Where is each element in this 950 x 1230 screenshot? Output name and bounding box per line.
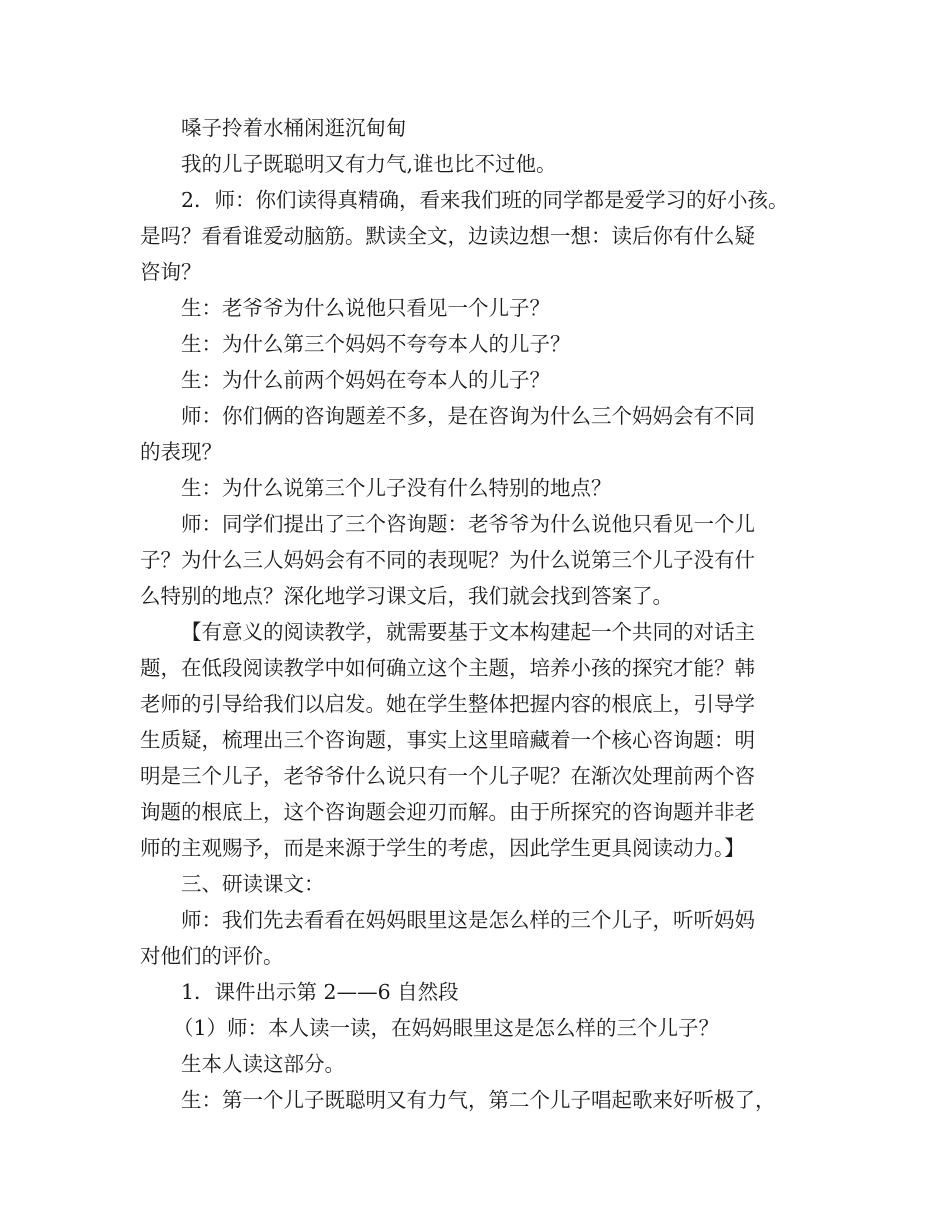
- text-line: 的表现？: [140, 440, 222, 464]
- paragraph-p10: [140, 614, 820, 866]
- paragraph-p12: [140, 902, 820, 974]
- text-line: 生：为什么前两个妈妈在夸本人的儿子？: [181, 368, 550, 392]
- text-line: 生本人读这部分。: [181, 1052, 345, 1076]
- paragraph-p06: [140, 362, 820, 398]
- text-line: 老师的引导给我们以启发。她在学生整体把握内容的根底上，引导学: [140, 692, 755, 716]
- text-line: 生：老爷爷为什么说他只看见一个儿子？: [181, 296, 550, 320]
- text-line: 题，在低段阅读教学中如何确立这个主题，培养小孩的探究才能？韩: [140, 656, 755, 680]
- text-line: （1）师：本人读一读，在妈妈眼里这是怎么样的三个儿子？: [173, 1016, 720, 1040]
- text-line: 生：第一个儿子既聪明又有力气，第二个儿子唱起歌来好听极了，: [181, 1088, 776, 1112]
- text-line: 子？为什么三人妈妈会有不同的表现呢？为什么说第三个儿子没有什: [140, 548, 755, 572]
- text-line: 师：我们先去看看在妈妈眼里这是怎么样的三个儿子，听听妈妈: [181, 908, 755, 932]
- paragraph-p08: [140, 470, 820, 506]
- paragraph-p02: [140, 146, 820, 182]
- text-line: 三、研读课文：: [181, 872, 325, 896]
- text-line: 是吗？看看谁爱动脑筋。默读全文，边读边想一想：读后你有什么疑: [140, 224, 755, 248]
- text-line: 么特别的地点？深化地学习课文后，我们就会找到答案了。: [140, 584, 673, 608]
- text-line: 师：同学们提出了三个咨询题：老爷爷为什么说他只看见一个儿: [181, 512, 755, 536]
- paragraph-p15: [140, 1046, 820, 1082]
- text-line: 生：为什么第三个妈妈不夸夸本人的儿子？: [181, 332, 571, 356]
- text-line: 明是三个儿子，老爷爷什么说只有一个儿子呢？在渐次处理前两个咨: [140, 764, 755, 788]
- text-line: 【有意义的阅读教学，就需要基于文本构建起一个共同的对话主: [181, 620, 755, 644]
- text-line: 师：你们俩的咨询题差不多，是在咨询为什么三个妈妈会有不同: [181, 404, 755, 428]
- document-body: [140, 110, 820, 1118]
- text-line: 生质疑，梳理出三个咨询题，事实上这里暗藏着一个核心咨询题：明: [140, 728, 755, 752]
- paragraph-p09: [140, 506, 820, 614]
- text-line: 对他们的评价。: [140, 944, 284, 968]
- paragraph-p16: [140, 1082, 820, 1118]
- text-line: 1．课件出示第 2——6 自然段: [181, 980, 459, 1004]
- paragraph-p03: [140, 182, 820, 290]
- paragraph-p07: [140, 398, 820, 470]
- text-line: 生：为什么说第三个儿子没有什么特别的地点？: [181, 476, 612, 500]
- text-line: 我的儿子既聪明又有力气,谁也比不过他。: [181, 152, 557, 176]
- paragraph-p14: [140, 1010, 820, 1046]
- text-line: 2．师：你们读得真精确，看来我们班的同学都是爱学习的好小孩。: [181, 188, 789, 212]
- paragraph-p05: [140, 326, 820, 362]
- paragraph-p11: [140, 866, 820, 902]
- text-line: 询题的根底上，这个咨询题会迎刃而解。由于所探究的咨询题并非老: [140, 800, 755, 824]
- text-line: 咨询？: [140, 260, 202, 284]
- text-line: 嗓子拎着水桶闲逛沉甸甸: [181, 116, 407, 140]
- paragraph-p01: [140, 110, 820, 146]
- paragraph-p13: [140, 974, 820, 1010]
- paragraph-p04: [140, 290, 820, 326]
- text-line: 师的主观赐予，而是来源于学生的考虑，因此学生更具阅读动力。】: [140, 836, 745, 860]
